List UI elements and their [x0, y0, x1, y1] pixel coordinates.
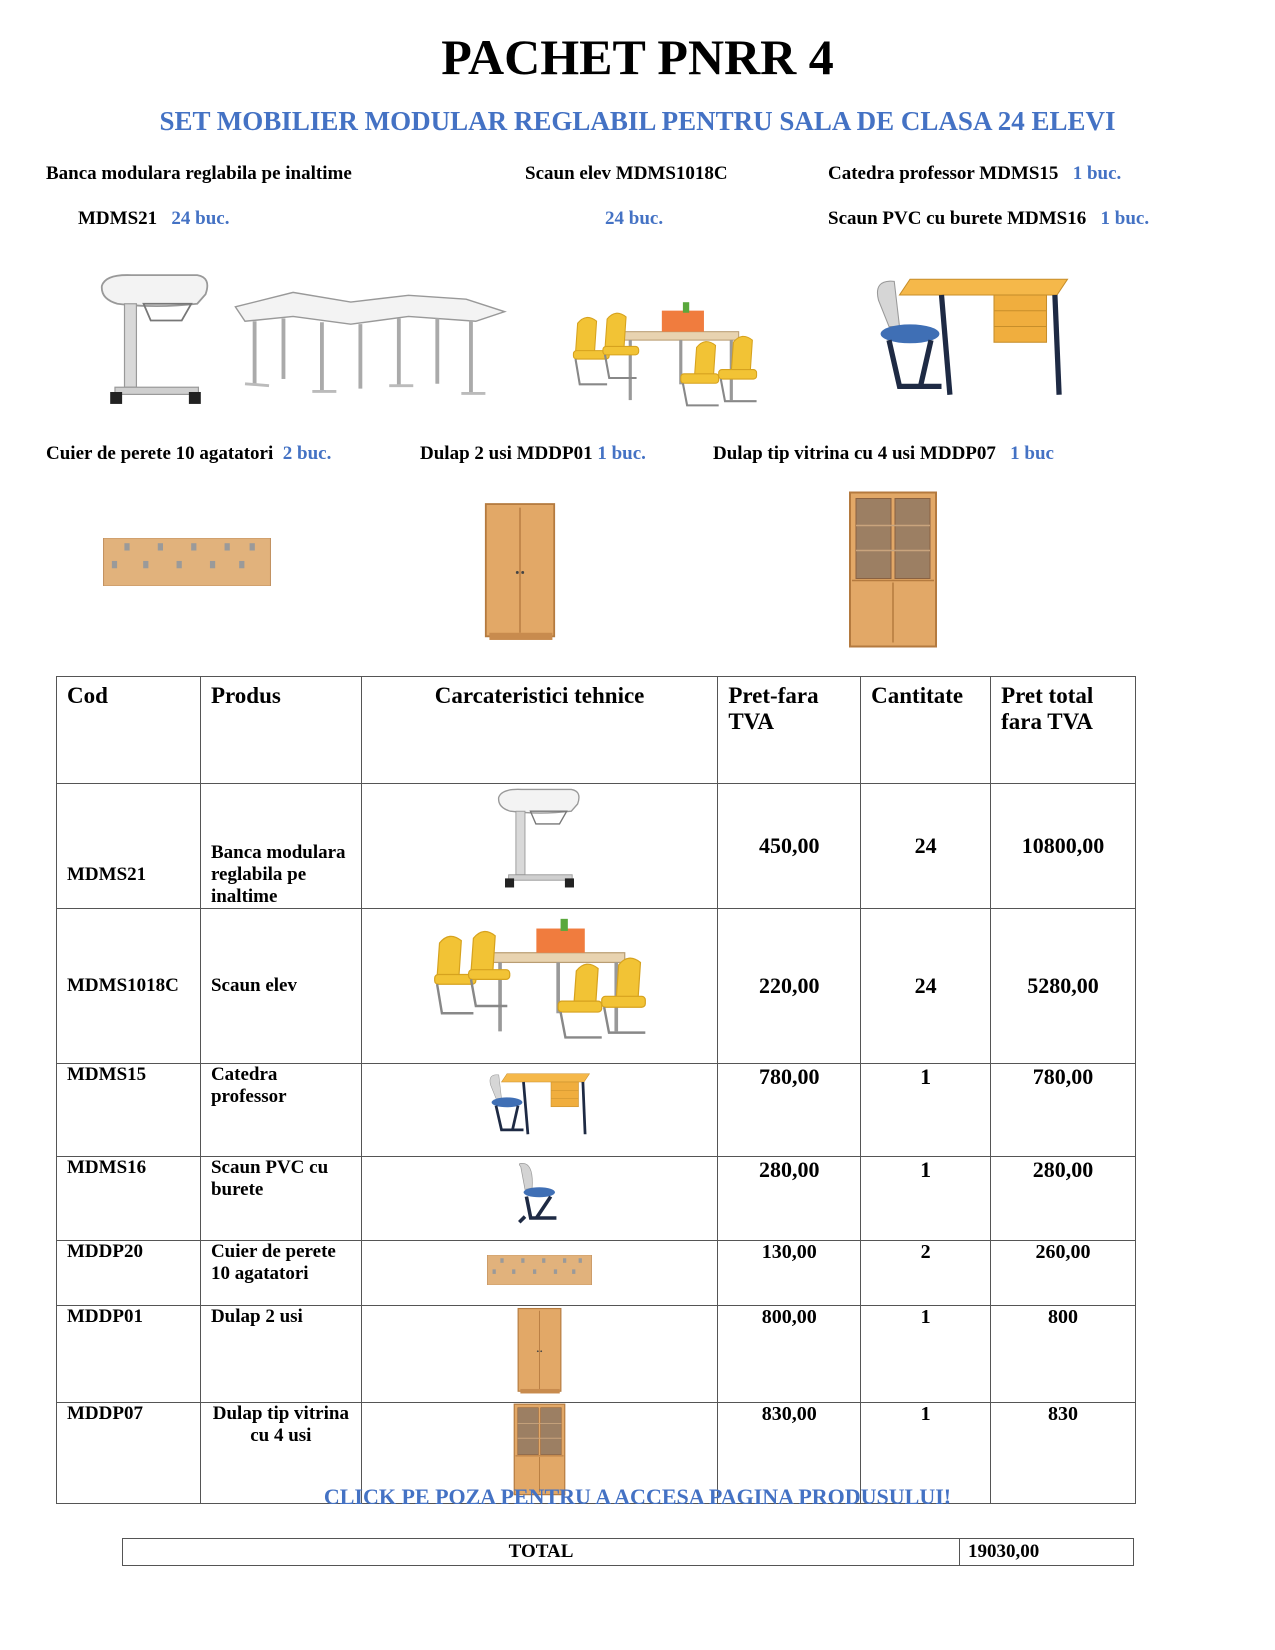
intro-scaunpvc-label: Scaun PVC cu burete MDMS16 — [828, 208, 1087, 229]
row-code: MDDP07 — [57, 1403, 201, 1504]
row-image-cell — [361, 1157, 718, 1241]
intro-cuier-qty: 2 buc. — [282, 443, 332, 464]
header-produs: Produs — [200, 677, 361, 784]
row-qty: 1 — [861, 1403, 991, 1504]
row-total: 10800,00 — [991, 784, 1136, 909]
header-pret: Pret-fara TVA — [718, 677, 861, 784]
row-showcase-cabinet-image[interactable] — [512, 1403, 567, 1497]
intro-vitrina-qty: 1 buc — [1010, 443, 1054, 464]
row-image-cell — [361, 784, 718, 909]
row-product: Catedra professor — [200, 1064, 361, 1157]
row-qty: 24 — [861, 784, 991, 909]
row-student-chairs-image[interactable] — [425, 909, 655, 1057]
total-table — [122, 1538, 1134, 1566]
table-row — [57, 1241, 1136, 1306]
intro-scaunpvc-line — [828, 208, 1149, 230]
intro-catedra-line — [828, 163, 1121, 185]
row-wardrobe-image[interactable] — [517, 1306, 562, 1396]
intro-banca-code-line — [78, 208, 229, 230]
row-product: Dulap tip vitrina cu 4 usi — [200, 1403, 361, 1504]
header-cod: Cod — [57, 677, 201, 784]
intro-banca-label: Banca modulara reglabila pe inaltime — [46, 163, 352, 184]
total-value: 19030,00 — [960, 1539, 1134, 1566]
row-product: Scaun elev — [200, 909, 361, 1064]
row-image-cell — [361, 1306, 718, 1403]
header-caracteristici: Carcateristici tehnice — [361, 677, 718, 784]
row-image-cell — [361, 1064, 718, 1157]
intro-teacher-desk-image[interactable] — [868, 262, 1078, 412]
row-code: MDMS16 — [57, 1157, 201, 1241]
row-product: Cuier de perete 10 agatatori — [200, 1241, 361, 1306]
row-code: MDDP20 — [57, 1241, 201, 1306]
table-header-row — [57, 677, 1136, 784]
intro-scaun-label: Scaun elev MDMS1018C — [525, 163, 728, 184]
intro-dulap-qty: 1 buc. — [597, 443, 646, 464]
intro-showcase-cabinet-image[interactable] — [848, 488, 938, 653]
row-code: MDDP01 — [57, 1306, 201, 1403]
intro-desk-row-image[interactable] — [220, 278, 520, 403]
row-qty: 2 — [861, 1241, 991, 1306]
header-cantitate: Cantitate — [861, 677, 991, 784]
page-title: PACHET PNRR 4 — [441, 29, 834, 85]
intro-catedra-label: Catedra professor MDMS15 — [828, 163, 1059, 184]
row-coat-rack-image[interactable] — [481, 1255, 598, 1285]
intro-banca-code: MDMS21 — [78, 208, 158, 229]
total-row — [123, 1539, 1134, 1566]
row-image-cell — [361, 909, 718, 1064]
table-row — [57, 784, 1136, 909]
row-image-cell — [361, 1241, 718, 1306]
products-table — [56, 676, 1136, 1504]
intro-banca-qty: 24 buc. — [171, 208, 230, 229]
row-price: 780,00 — [718, 1064, 861, 1157]
row-code: MDMS15 — [57, 1064, 201, 1157]
row-total: 830 — [991, 1403, 1136, 1504]
row-qty: 1 — [861, 1157, 991, 1241]
row-pvc-chair-image[interactable] — [515, 1157, 565, 1229]
product-page-link[interactable]: CLICK PE POZA PENTRU A ACCESA PAGINA PRODUSULUI! — [323, 1484, 952, 1509]
row-product: Scaun PVC cu burete — [200, 1157, 361, 1241]
row-product: Banca modulara reglabila pe inaltime — [200, 784, 361, 909]
table-row — [57, 1064, 1136, 1157]
intro-scaun-qty: 24 buc. — [605, 208, 664, 229]
row-price: 280,00 — [718, 1157, 861, 1241]
intro-catedra-qty: 1 buc. — [1072, 163, 1122, 184]
row-total: 280,00 — [991, 1157, 1136, 1241]
intro-dulap-label: Dulap 2 usi MDDP01 — [420, 443, 593, 464]
intro-scaunpvc-qty: 1 buc. — [1100, 208, 1150, 229]
row-desk-image[interactable] — [492, 784, 587, 902]
row-product: Dulap 2 usi — [200, 1306, 361, 1403]
row-qty: 1 — [861, 1064, 991, 1157]
intro-desk-image[interactable] — [88, 268, 223, 423]
row-price: 130,00 — [718, 1241, 861, 1306]
table-row — [57, 909, 1136, 1064]
total-label: TOTAL — [123, 1539, 960, 1566]
intro-vitrina-line — [713, 443, 1054, 465]
intro-vitrina-label: Dulap tip vitrina cu 4 usi MDDP07 — [713, 443, 996, 464]
page-subtitle: SET MOBILIER MODULAR REGLABIL PENTRU SALA DE CLASA 24 ELEVI — [159, 106, 1116, 136]
row-qty: 1 — [861, 1306, 991, 1403]
row-code: MDMS1018C — [57, 909, 201, 1064]
row-total: 5280,00 — [991, 909, 1136, 1064]
intro-coat-rack-image[interactable] — [103, 538, 271, 586]
header-pret-total: Pret total fara TVA — [991, 677, 1136, 784]
row-price: 450,00 — [718, 784, 861, 909]
table-row — [57, 1306, 1136, 1403]
row-total: 260,00 — [991, 1241, 1136, 1306]
intro-cuier-label: Cuier de perete 10 agatatori — [46, 443, 274, 464]
table-row — [57, 1157, 1136, 1241]
intro-wardrobe-image[interactable] — [484, 492, 556, 652]
row-total: 780,00 — [991, 1064, 1136, 1157]
intro-dulap-line — [420, 443, 646, 465]
row-qty: 24 — [861, 909, 991, 1064]
row-price: 800,00 — [718, 1306, 861, 1403]
row-teacher-desk-image[interactable] — [485, 1064, 595, 1144]
row-price: 830,00 — [718, 1403, 861, 1504]
row-code: MDMS21 — [57, 784, 201, 909]
intro-student-chairs-image[interactable] — [565, 298, 765, 418]
row-total: 800 — [991, 1306, 1136, 1403]
intro-cuier-line — [46, 443, 331, 465]
row-price: 220,00 — [718, 909, 861, 1064]
